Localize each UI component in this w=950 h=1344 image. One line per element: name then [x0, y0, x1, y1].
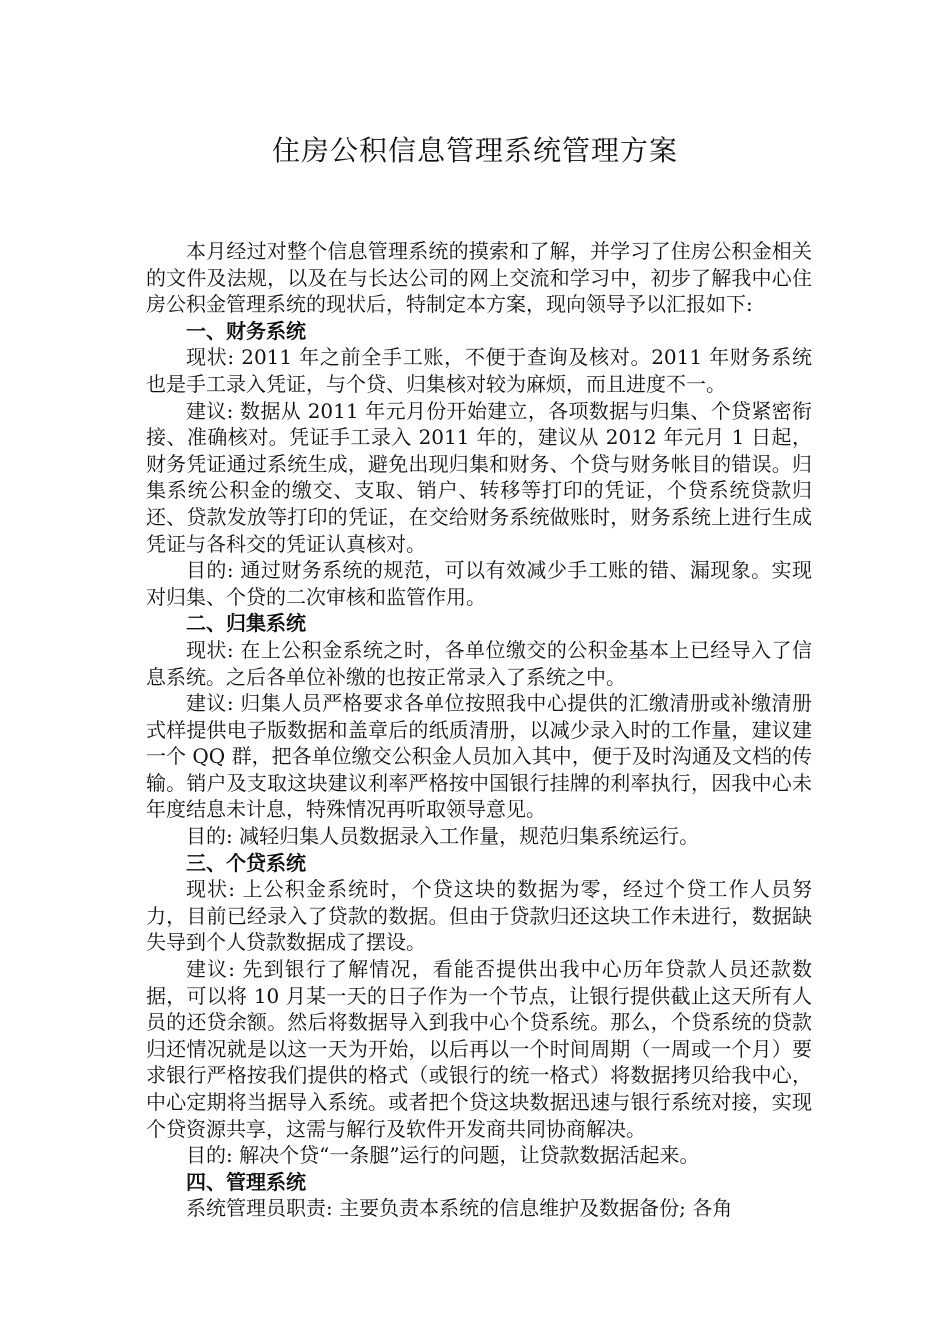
section-heading: 三、个贷系统 [186, 850, 306, 875]
document-title: 住房公积信息管理系统管理方案 [271, 134, 678, 167]
section-finance [146, 318, 812, 611]
section-personal-loan [146, 850, 812, 1169]
section-paragraph: 系统管理员职责: 主要负责本系统的信息维护及数据备份; 各角 [186, 1196, 733, 1221]
section-paragraph: 目的: 通过财务系统的规范，可以有效减少手工账的错、漏现象。实现对归集、个贷的二次审核和监管作用。 [146, 558, 812, 609]
section-heading: 二、归集系统 [186, 611, 306, 636]
document-body [146, 238, 812, 1222]
section-heading: 一、财务系统 [186, 318, 306, 343]
section-collection [146, 610, 812, 849]
section-paragraph: 现状: 上公积金系统时，个贷这块的数据为零，经过个贷工作人员努力，目前已经录入了贷款的数据。但由于贷款归还这块工作未进行，数据缺失导到个人贷款数据成了摆设。 [146, 877, 812, 955]
section-paragraph: 现状: 在上公积金系统之时，各单位缴交的公积金基本上已经导入了信息系统。之后各单位补缴的也按正常录入了系统之中。 [146, 637, 812, 689]
section-paragraph: 目的: 解决个贷“一条腿”运行的问题，让贷款数据活起来。 [186, 1143, 700, 1168]
intro-paragraph: 本月经过对整个信息管理系统的摸索和了解，并学习了住房公积金相关的文件及法规，以及在与长达公司的网上交流和学习中，初步了解我中心住房公积金管理系统的现状后，特制定本方案，现向领导予以汇报如下: [146, 239, 812, 317]
section-paragraph: 建议: 归集人员严格要求各单位按照我中心提供的汇缴清册或补缴清册式样提供电子版数据和盖章后的纸质清册，以减少录入时的工作量，建议建一个 QQ 群，把各单位缴交公积金人员加入其中，便于及时沟通及文档的传输。销户及支取这块建议利率严格按中国银行挂牌的利率执行，因我中心未年度结息未计息，特殊情况再听取领导意见。 [146, 691, 812, 822]
section-paragraph: 目的: 减轻归集人员数据录入工作量，规范归集系统运行。 [186, 824, 700, 849]
section-paragraph: 建议: 先到银行了解情况，看能否提供出我中心历年贷款人员还款数据，可以将 10 月某一天的日子作为一个节点，让银行提供截止这天所有人员的还贷余额。然后将数据导入到我中心个贷系统。那么，个贷系统的贷款归还情况就是以这一天为开始，以后再以一个时间周期（一周或一个月）要求银行严格按我们提供的格式（或银行的统一格式）将数据拷贝给我中心，中心定期将当据导入系统。或者把个贷这块数据迅速与银行系统对接，实现个贷资源共享，这需与解行及软件开发商共同协商解决。 [146, 957, 812, 1141]
section-heading: 四、管理系统 [186, 1169, 306, 1194]
section-paragraph: 建议: 数据从 2011 年元月份开始建立，各项数据与归集、个贷紧密衔接、准确核对。凭证手工录入 2011 年的，建议从 2012 年元月 1 日起，财务凭证通过系统生成，避免出现归集和财务、个贷与财务帐目的错误。归集系统公积金的缴交、支取、销户、转移等打印的凭证，个贷系统贷款归还、贷款发放等打印的凭证，在交给财务系统做账时，财务系统上进行生成凭证与各科交的凭证认真核对。 [146, 398, 812, 556]
section-management [146, 1169, 812, 1222]
section-paragraph: 现状: 2011 年之前全手工账，不便于查询及核对。2011 年财务系统也是手工录入凭证，与个贷、归集核对较为麻烦，而且进度不一。 [146, 345, 812, 396]
